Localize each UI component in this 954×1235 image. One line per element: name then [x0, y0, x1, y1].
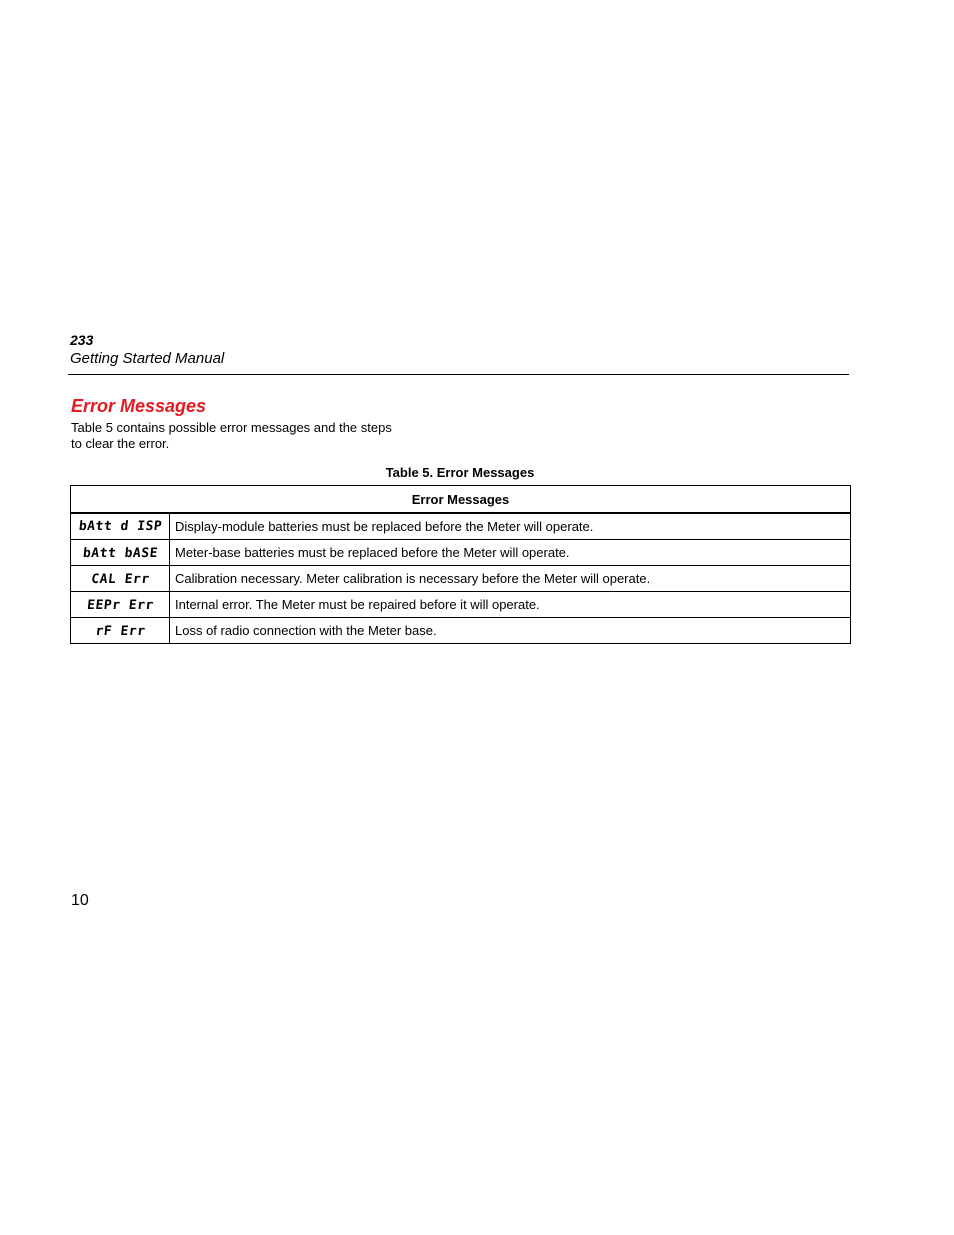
table-header-cell: Error Messages — [71, 486, 851, 514]
error-code-cell: CAL Err — [69, 566, 171, 592]
header-rule — [68, 374, 849, 375]
page-number: 10 — [71, 892, 89, 909]
error-description-cell: Internal error. The Meter must be repaired before it will operate. — [170, 592, 851, 618]
page-header — [70, 331, 849, 368]
intro-paragraph — [71, 420, 431, 452]
table-caption: Table 5. Error Messages — [385, 465, 535, 480]
table-row — [71, 513, 851, 540]
table-header-row — [71, 486, 851, 514]
error-code-cell: rF Err — [69, 618, 171, 644]
error-code-cell: bAtt bASE — [69, 540, 171, 566]
error-messages-table — [70, 485, 851, 644]
intro-line: to clear the error. — [71, 436, 170, 451]
model-number: 233 — [70, 332, 94, 348]
error-description-cell: Loss of radio connection with the Meter base. — [170, 618, 851, 644]
error-code-cell: bAtt d ISP — [69, 513, 171, 540]
table-row — [71, 566, 851, 592]
intro-line: Table 5 contains possible error messages and the steps — [71, 420, 392, 435]
manual-title: Getting Started Manual — [70, 350, 225, 367]
error-description-cell: Display-module batteries must be replaced before the Meter will operate. — [170, 513, 851, 540]
error-description-cell: Meter-base batteries must be replaced before the Meter will operate. — [170, 540, 851, 566]
table-row — [71, 540, 851, 566]
table-row — [71, 592, 851, 618]
section-heading: Error Messages — [71, 396, 207, 416]
table-row — [71, 618, 851, 644]
error-code-cell: EEPr Err — [69, 592, 171, 618]
error-description-cell: Calibration necessary. Meter calibration is necessary before the Meter will operate. — [170, 566, 851, 592]
